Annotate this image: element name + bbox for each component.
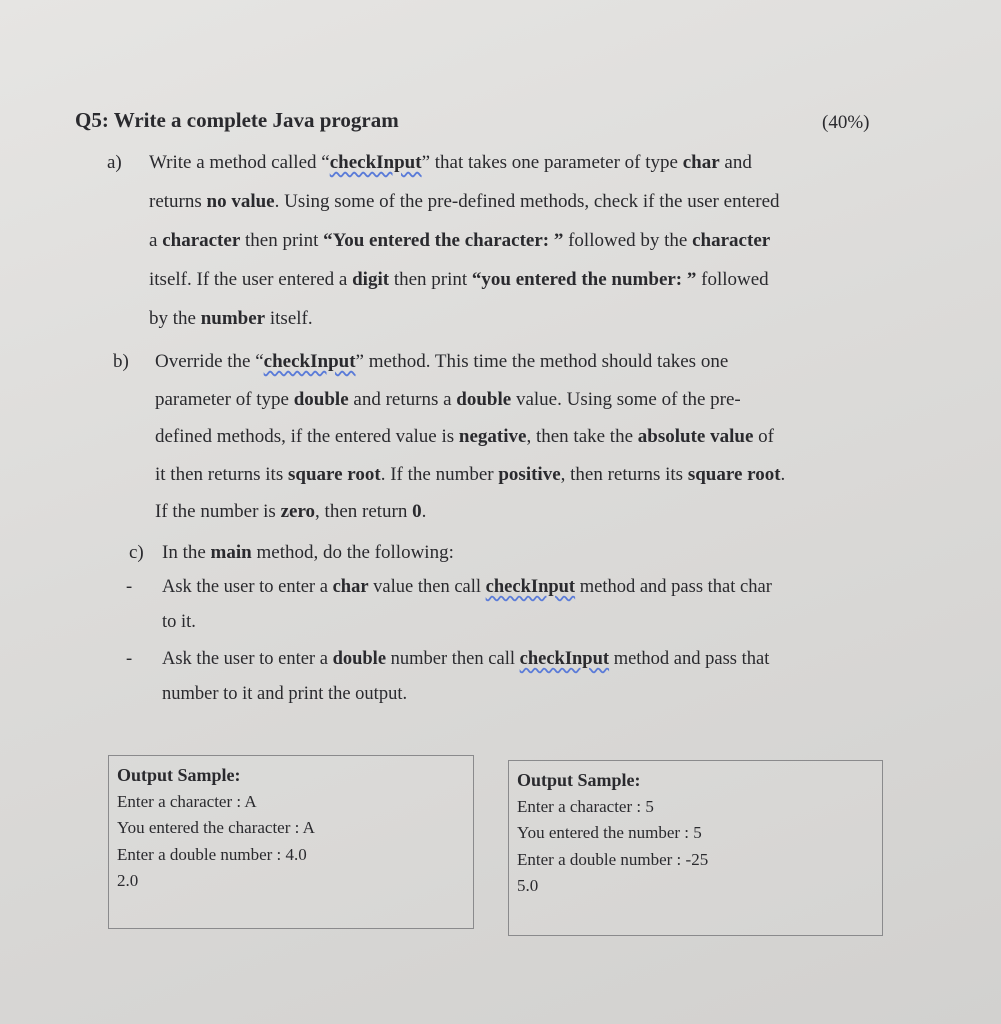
output-line: Enter a character : 5 bbox=[517, 796, 654, 816]
emphasis-text: “you entered the number: ” bbox=[471, 269, 697, 290]
part-c-text bbox=[162, 533, 454, 572]
emphasis-text: digit bbox=[352, 269, 390, 290]
bullet-text bbox=[162, 570, 772, 640]
bullet-item bbox=[126, 642, 772, 712]
emphasis-text: “You entered the character: ” bbox=[323, 230, 564, 251]
output-sample-header: Output Sample: bbox=[517, 770, 641, 790]
output-line: Enter a character : A bbox=[117, 791, 257, 811]
text-line: Ask the user to enter a char value then call checkInput method and pass that char bbox=[162, 577, 772, 597]
bullet-dash: - bbox=[126, 649, 133, 669]
text-line: returns no value. Using some of the pre-defined methods, check if the user entered bbox=[149, 191, 780, 212]
emphasis-text: checkInput bbox=[329, 152, 422, 173]
part-c bbox=[129, 533, 454, 572]
text-line: to it. bbox=[162, 612, 196, 632]
text-line: If the number is zero, then return 0. bbox=[155, 501, 427, 522]
part-b bbox=[113, 343, 786, 531]
emphasis-text: negative bbox=[458, 426, 527, 447]
output-line: 5.0 bbox=[517, 876, 539, 895]
text-line: Write a method called “checkInput” that takes one parameter of type char and bbox=[149, 152, 752, 173]
text-line: number to it and print the output. bbox=[162, 684, 408, 704]
text-line: defined methods, if the entered value is negative, then take the absolute value of bbox=[155, 426, 774, 447]
part-a-text bbox=[149, 143, 780, 338]
emphasis-text: 0 bbox=[412, 501, 422, 522]
part-c-bullets bbox=[126, 570, 772, 714]
emphasis-text: checkInput bbox=[519, 649, 610, 669]
text-line: Ask the user to enter a double number then call checkInput method and pass that bbox=[162, 649, 770, 669]
part-b-text bbox=[155, 343, 785, 531]
text-line: parameter of type double and returns a double value. Using some of the pre- bbox=[155, 388, 741, 410]
emphasis-text: main bbox=[210, 542, 252, 563]
emphasis-text: checkInput bbox=[485, 577, 576, 597]
emphasis-text: double bbox=[332, 649, 387, 669]
question-marks: (40%) bbox=[822, 112, 870, 133]
output-line: 2.0 bbox=[117, 871, 139, 890]
bullet-dash: - bbox=[126, 577, 133, 597]
output-line: You entered the character : A bbox=[117, 818, 315, 837]
bullet-text bbox=[162, 642, 772, 712]
text-line: a character then print “You entered the character: ” followed by the character bbox=[149, 230, 771, 251]
output-line: Enter a double number : -25 bbox=[517, 849, 709, 869]
emphasis-text: double bbox=[293, 388, 349, 410]
text-line: In the main method, do the following: bbox=[162, 542, 454, 563]
emphasis-text: zero bbox=[280, 501, 316, 522]
emphasis-text: checkInput bbox=[263, 351, 356, 372]
emphasis-text: positive bbox=[498, 463, 561, 485]
part-c-letter: c) bbox=[129, 542, 144, 563]
emphasis-text: double bbox=[456, 388, 512, 410]
output-sample-box bbox=[108, 755, 474, 929]
emphasis-text: character bbox=[692, 230, 771, 251]
emphasis-text: square root bbox=[687, 463, 781, 485]
emphasis-text: char bbox=[682, 152, 720, 173]
output-sample-header: Output Sample: bbox=[117, 765, 241, 785]
output-line: Enter a double number : 4.0 bbox=[117, 844, 307, 864]
output-line: You entered the number : 5 bbox=[517, 823, 702, 842]
emphasis-text: square root bbox=[287, 463, 381, 485]
emphasis-text: character bbox=[162, 230, 241, 251]
text-line: it then returns its square root. If the number positive, then returns its square root. bbox=[155, 463, 786, 485]
bullet-item bbox=[126, 570, 772, 640]
text-line: itself. If the user entered a digit then print “you entered the number: ” followed bbox=[149, 269, 769, 290]
question-title: Q5: Write a complete Java program bbox=[75, 108, 399, 132]
emphasis-text: char bbox=[332, 577, 369, 597]
part-a bbox=[107, 143, 780, 338]
text-line: Override the “checkInput” method. This time the method should takes one bbox=[155, 351, 729, 372]
emphasis-text: number bbox=[200, 308, 266, 329]
part-b-letter: b) bbox=[113, 351, 129, 372]
text-line: by the number itself. bbox=[149, 308, 313, 329]
part-a-letter: a) bbox=[107, 152, 122, 173]
output-sample-box bbox=[508, 760, 883, 936]
emphasis-text: absolute value bbox=[637, 426, 754, 447]
emphasis-text: no value bbox=[206, 191, 275, 212]
